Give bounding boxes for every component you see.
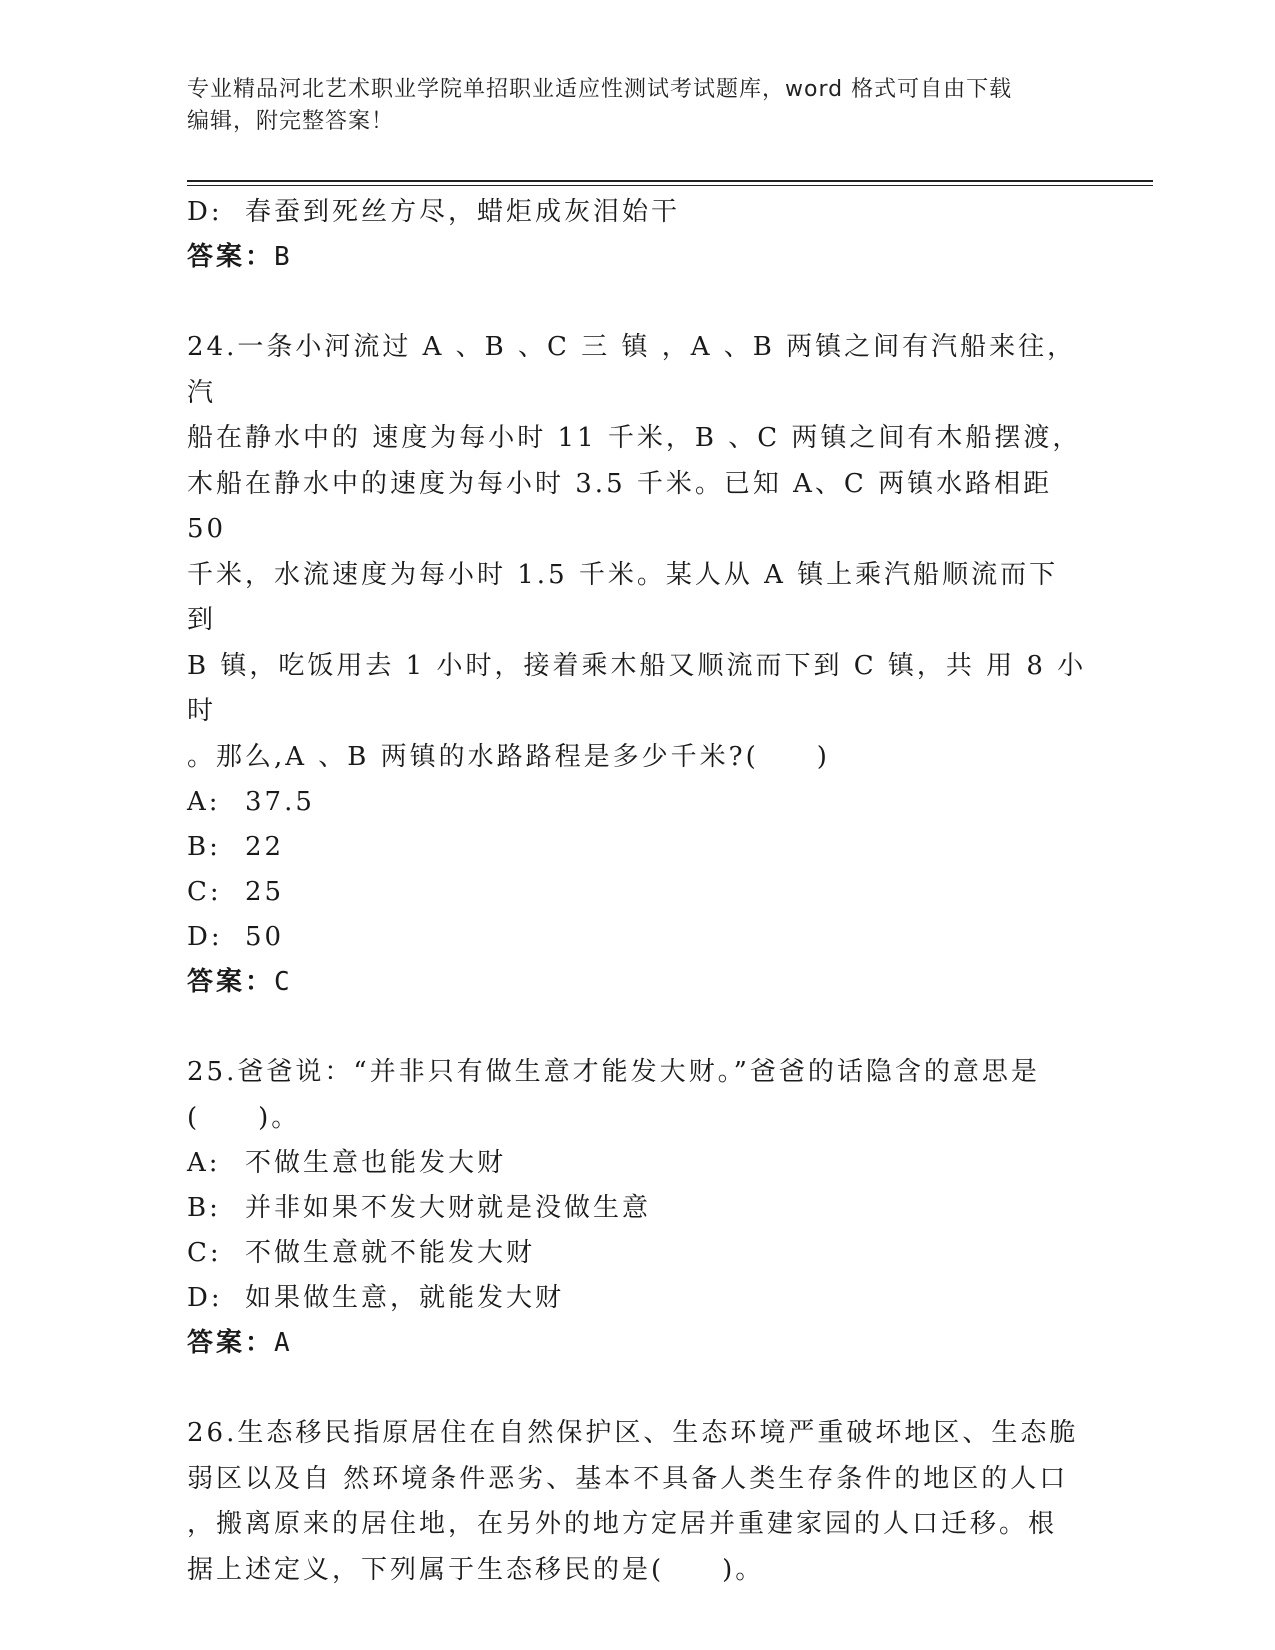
answer-label: 答案： bbox=[187, 967, 275, 997]
option-text: 37.5 bbox=[245, 787, 315, 817]
option-text: 如果做生意，就能发大财 bbox=[245, 1283, 565, 1313]
question-26-line-4: 据上述定义，下列属于生态移民的是( )。 bbox=[187, 1554, 765, 1585]
question-25-option-a bbox=[187, 1141, 1087, 1186]
header-line-1: 专业精品河北艺术职业学院单招职业适应性测试考试题库，word 格式可自由下载 bbox=[187, 77, 1013, 102]
answer-value: A bbox=[274, 1328, 293, 1358]
option-letter: D: bbox=[187, 922, 223, 952]
question-25 bbox=[187, 1050, 1087, 1366]
question-24-option-a bbox=[187, 780, 1087, 825]
question-26-line-2: 弱区以及自 然环境条件恶劣、基本不具备人类生存条件的地区的人口 bbox=[187, 1463, 1069, 1494]
answer-label: 答案： bbox=[187, 1328, 275, 1358]
spacer bbox=[187, 1366, 1087, 1411]
question-25-line-1: 25.爸爸说：“并非只有做生意才能发大财。”爸爸的话隐含的意思是 bbox=[187, 1057, 1040, 1087]
question-24-line-5: B 镇，吃饭用去 1 小时，接着乘木船又顺流而下到 C 镇，共 用 8 小时 bbox=[187, 650, 1087, 726]
header-rule-thin bbox=[187, 185, 1153, 186]
question-content bbox=[187, 190, 1087, 1593]
prev-answer bbox=[187, 235, 1087, 280]
option-text: 22 bbox=[245, 832, 285, 862]
answer-label: 答案： bbox=[187, 242, 275, 272]
question-24-line-2: 船在静水中的 速度为每小时 11 千米，B 、C 两镇之间有木船摆渡， bbox=[187, 423, 1082, 453]
option-letter: A: bbox=[187, 1148, 221, 1178]
option-letter: D: bbox=[187, 1283, 223, 1313]
question-24-option-c bbox=[187, 870, 1087, 915]
option-letter: B: bbox=[187, 1193, 221, 1223]
option-letter: A: bbox=[187, 787, 221, 817]
question-25-option-b bbox=[187, 1186, 1087, 1231]
option-text: 春蚕到死丝方尽，蜡炬成灰泪始干 bbox=[245, 197, 681, 227]
answer-value: C bbox=[274, 967, 293, 997]
question-24-answer bbox=[187, 960, 1087, 1005]
option-text: 不做生意就不能发大财 bbox=[245, 1238, 536, 1268]
question-24-line-6: 。那么,A 、B 两镇的水路路程是多少千米?( ) bbox=[187, 741, 830, 772]
option-letter: C: bbox=[187, 1238, 222, 1268]
option-text: 不做生意也能发大财 bbox=[245, 1148, 507, 1178]
question-25-option-c bbox=[187, 1231, 1087, 1276]
header-rule-thick bbox=[187, 180, 1153, 182]
question-25-option-d bbox=[187, 1276, 1087, 1321]
option-letter: C: bbox=[187, 877, 222, 907]
question-25-answer bbox=[187, 1321, 1087, 1366]
question-24-option-b bbox=[187, 825, 1087, 870]
question-26-line-1: 26.生态移民指原居住在自然保护区、生态环境严重破坏地区、生态脆 bbox=[187, 1418, 1079, 1448]
answer-value: B bbox=[274, 242, 293, 272]
prev-option-d bbox=[187, 190, 1087, 235]
page-header bbox=[187, 74, 1067, 138]
option-letter: B: bbox=[187, 832, 221, 862]
spacer bbox=[187, 280, 1087, 325]
question-24-line-1: 24.一条小河流过 A 、B 、C 三 镇 ，A 、B 两镇之间有汽船来往，汽 bbox=[187, 332, 1077, 408]
question-24-option-d bbox=[187, 915, 1087, 960]
question-24-line-3: 木船在静水中的速度为每小时 3.5 千米。已知 A、C 两镇水路相距 50 bbox=[187, 468, 1053, 544]
option-text: 50 bbox=[245, 922, 285, 952]
spacer bbox=[187, 1005, 1087, 1050]
question-26 bbox=[187, 1411, 1087, 1593]
question-26-line-3: ，搬离原来的居住地，在另外的地方定居并重建家园的人口迁移。根 bbox=[187, 1509, 1058, 1539]
option-text: 并非如果不发大财就是没做生意 bbox=[245, 1193, 652, 1223]
question-24 bbox=[187, 325, 1087, 1005]
option-text: 25 bbox=[245, 877, 285, 907]
question-24-line-4: 千米，水流速度为每小时 1.5 千米。某人从 A 镇上乘汽船顺流而下到 bbox=[187, 559, 1059, 635]
question-25-line-2: ( )。 bbox=[187, 1102, 301, 1133]
header-line-2: 编辑，附完整答案！ bbox=[187, 109, 395, 134]
option-letter: D: bbox=[187, 197, 223, 227]
